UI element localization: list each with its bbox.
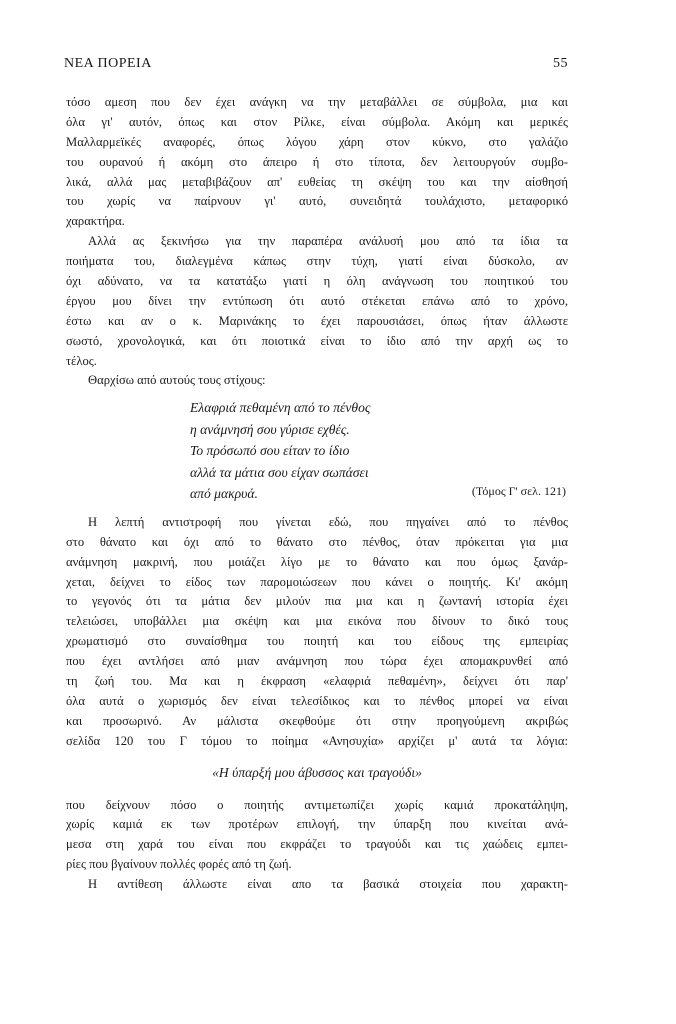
- body-text: [66, 93, 568, 895]
- text-line: τέλος.: [66, 353, 97, 368]
- text-line: Η αντίθεση άλλωστε είναι απο τα βασικά στοιχεία που χαρακτη-: [88, 877, 568, 892]
- paragraph-4: [66, 513, 568, 752]
- text-line: ρίες που βγαίνουν πολλές φορές από τη ζωή.: [66, 857, 292, 872]
- text-line: του ουρανού ή ακόμη στο άπειρο ή στο τίποτα, δεν λειτουργούν συμβο-: [66, 154, 568, 169]
- poem-line: η ανάμνησή σου γύρισε εχθές.: [190, 421, 350, 437]
- text-line: του χωρίς να παίρνουν γι' αυτό, συνειδητά τουλάχιστο, μεταφορικό: [66, 194, 568, 209]
- text-line: τόσο αμεση που δεν έχει ανάγκη να την μεταβάλλει σε σύμβολα, μια και: [66, 95, 568, 109]
- running-title: ΝΕΑ ΠΟΡΕΙΑ: [64, 56, 152, 71]
- text-line: στο θάνατο και όχι από το θάνατο στο πένθος, όταν πρόκειται για μια: [66, 534, 568, 549]
- text-line: λικά, αλλά μας μεταβιβάζουν απ' ευθείας τη σκέψη του και την αίσθησή: [66, 174, 568, 189]
- text-line: έστω και αν ο κ. Μαρινάκης το έχει παρουσιάσει, όπως ήταν άλλωστε: [66, 313, 568, 328]
- text-line: που δείχνουν πόσο ο ποιητής αντιμετωπίζει χωρίς καμιά προκατάληψη,: [66, 797, 568, 812]
- paragraph-3: [66, 371, 568, 391]
- poem-line: αλλά τα μάτια σου είχαν σωπάσει: [190, 464, 369, 480]
- running-head: [64, 56, 568, 74]
- text-line: χεται, δείχνει το είδος των παρομοιώσεων που κάνει ο ποιητής. Κι' ακόμη: [66, 574, 568, 589]
- text-line: Θαρχίσω από αυτούς τους στίχους:: [88, 373, 266, 388]
- poem-line: Ελαφριά πεθαμένη από το πένθος: [190, 400, 371, 416]
- text-line: Αλλά ας ξεκινήσω για την παραπέρα ανάλυσή μου από τα ίδια τα: [88, 234, 568, 249]
- poem-source: (Τόμος Γ' σελ. 121): [471, 484, 566, 499]
- paragraph-5: [66, 796, 568, 876]
- text-line: Η λεπτή αντιστροφή που γίνεται εδώ, που πηγαίνει από το πένθος: [88, 514, 568, 529]
- text-line: ανάμνηση μακρινή, που μοιάζει λίγο με το θάνατο και που όμως ξανάρ-: [66, 554, 568, 569]
- text-line: χρωματισμό στο συναίσθημα του ποιητή και του είδους της εμπειρίας: [66, 634, 568, 649]
- paragraph-2: [66, 232, 568, 371]
- text-line: και προσωρινό. Αν μάλιστα σκεφθούμε ότι στην προηγούμενη ακριβώς: [66, 713, 568, 728]
- text-line: όλα αυτά ο χωρισμός δεν είναι τελεσίδικος και το πένθος μπορεί να είναι: [66, 693, 568, 708]
- text-line: που έχει αντλήσει από μιαν ανάμνηση που τώρα έχει απομακρυνθεί από: [66, 654, 568, 669]
- text-line: όχι αδύνατο, να τα κατατάξω γιατί η όλη ανάγνωση του ποιητικού του: [66, 274, 568, 289]
- text-line: όλα γι' αυτόν, όπως και στον Ρίλκε, είναι σύμβολα. Ακόμη και μερικές: [66, 114, 568, 129]
- text-line: χωρίς καμιά εκ των προτέρων επιλογή, την ύπαρξη που κινείται ανά-: [66, 817, 568, 832]
- poem-line: Το πρόσωπό σου είταν το ίδιο: [190, 443, 350, 459]
- text-line: το γεγονός ότι τα μάτια δεν μιλούν πια μια και η ζωντανή ιστορία έχει: [66, 594, 568, 609]
- text-line: τη ζωή του. Μα και η έκφραση «ελαφριά πεθαμένη», δείχνει ότι παρ': [66, 673, 568, 688]
- text-line: ποιήματα του, διαλεγμένα κάπως στην τύχη, γιατί είναι δύσκολο, αν: [66, 254, 568, 269]
- text-line: έργου μου δίνει την εντύπωση ότι αυτό στέκεται επάνω από το χρόνο,: [66, 293, 568, 308]
- paragraph-1: [66, 93, 568, 232]
- text-line: μεσα στη χαρά του είναι που εκφράζει το τραγούδι και τις χαώδεις εμπει-: [66, 837, 568, 852]
- page-number: 55: [553, 56, 568, 71]
- text-line: τελειώσει, υποβάλλει μια σκέψη και μια εικόνα που δίνουν το δικό τους: [66, 614, 568, 629]
- block-quote: «Η ύπαρξή μου άβυσσος και τραγούδι»: [212, 764, 422, 780]
- poem-quotation: [190, 397, 570, 505]
- text-line: σελίδα 120 του Γ τόμου το ποίημα «Ανησυχία» αρχίζει μ' αυτά τα λόγια:: [66, 733, 568, 748]
- text-line: Μαλλαρμεϊκές αναφορές, όπως λόγου χάρη στον κύκνο, στο γαλάζιο: [66, 134, 568, 149]
- paragraph-6: [66, 875, 568, 895]
- text-line: σωστό, χρονολογικά, και ότι ποιοτικά είναι το ίδιο από την αρχή ως το: [66, 333, 568, 348]
- poem-line: από μακρυά.: [190, 486, 258, 502]
- text-line: χαρακτήρα.: [66, 214, 125, 229]
